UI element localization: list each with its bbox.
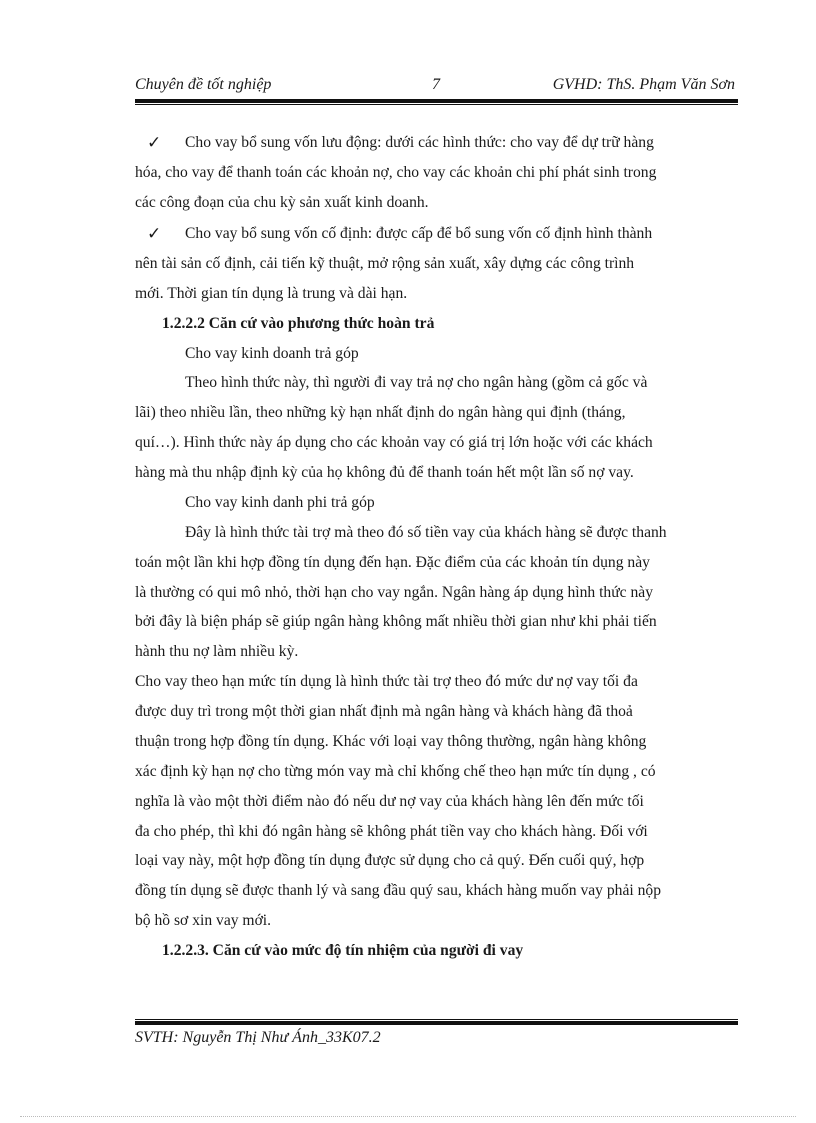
section-heading-1222: 1.2.2.2 Căn cứ vào phương thức hoàn trả xyxy=(162,315,435,332)
para-3-line-9: bộ hồ sơ xin vay mới. xyxy=(135,912,272,929)
para-1-line-1: Theo hình thức này, thì người đi vay trả nợ cho ngân hàng (gồm cả gốc và xyxy=(185,374,648,391)
page-header xyxy=(135,76,735,96)
header-rule xyxy=(135,99,738,105)
para-2-line-5: hành thu nợ làm nhiều kỳ. xyxy=(135,643,299,660)
para-3-line-4: xác định kỳ hạn nợ cho từng món vay mà chỉ khống chế theo hạn mức tín dụng , có xyxy=(135,763,656,780)
para-2-line-3: là thường có qui mô nhỏ, thời hạn cho vay ngắn. Ngân hàng áp dụng hình thức này xyxy=(135,584,654,601)
bullet-1-line-1: Cho vay bổ sung vốn lưu động: dưới các hình thức: cho vay để dự trữ hàng xyxy=(185,134,654,151)
subheading-non-installment: Cho vay kinh danh phi trả góp xyxy=(185,494,375,511)
bullet-2-line-3: mới. Thời gian tín dụng là trung và dài hạn. xyxy=(135,285,408,302)
bullet-1-line-2: hóa, cho vay để thanh toán các khoản nợ, cho vay các khoản chi phí phát sinh trong xyxy=(135,164,657,181)
bullet-2-line-2: nên tài sản cố định, cải tiến kỹ thuật, mở rộng sản xuất, xây dựng các công trình xyxy=(135,255,635,272)
header-document-type: Chuyên đề tốt nghiệp xyxy=(135,76,272,93)
para-2-line-2: toán một lần khi hợp đồng tín dụng đến hạn. Đặc điểm của các khoản tín dụng này xyxy=(135,554,650,571)
section-heading-1223: 1.2.2.3. Căn cứ vào mức độ tín nhiệm của người đi vay xyxy=(162,942,524,959)
para-1-line-2: lãi) theo nhiều lần, theo những kỳ hạn nhất định do ngân hàng qui định (tháng, xyxy=(135,404,626,421)
checkmark-icon: ✓ xyxy=(147,133,162,152)
para-3-line-1: Cho vay theo hạn mức tín dụng là hình thức tài trợ theo đó mức dư nợ vay tối đa xyxy=(135,673,638,690)
checkmark-icon: ✓ xyxy=(147,224,162,243)
page-edge-divider xyxy=(20,1116,796,1117)
subheading-installment: Cho vay kinh doanh trả góp xyxy=(185,345,359,362)
bullet-2-line-1: Cho vay bổ sung vốn cố định: được cấp để bổ sung vốn cố định hình thành xyxy=(185,225,653,242)
para-1-line-4: hàng mà thu nhập định kỳ của họ không đủ để thanh toán hết một lần số nợ vay. xyxy=(135,464,634,481)
para-3-line-6: đa cho phép, thì khi đó ngân hàng sẽ không phát tiền vay cho khách hàng. Đối với xyxy=(135,823,648,840)
para-3-line-8: đồng tín dụng sẽ được thanh lý và sang đầu quý sau, khách hàng muốn vay phải nộp xyxy=(135,882,661,899)
para-2-line-1: Đây là hình thức tài trợ mà theo đó số tiền vay của khách hàng sẽ được thanh xyxy=(185,524,667,541)
para-2-line-4: bởi đây là biện pháp sẽ giúp ngân hàng không mất nhiều thời gian như khi phải tiến xyxy=(135,613,657,630)
para-3-line-3: thuận trong hợp đồng tín dụng. Khác với loại vay thông thường, ngân hàng không xyxy=(135,733,647,750)
para-3-line-2: được duy trì trong một thời gian nhất định mà ngân hàng và khách hàng đã thoả xyxy=(135,703,633,720)
para-3-line-5: nghĩa là vào một thời điểm nào đó nếu dư nợ vay của khách hàng lên đến mức tối xyxy=(135,793,644,810)
para-3-line-7: loại vay này, một hợp đồng tín dụng được sử dụng cho cả quý. Đến cuối quý, hợp xyxy=(135,852,645,869)
footer-rule xyxy=(135,1019,738,1025)
header-advisor: GVHD: ThS. Phạm Văn Sơn xyxy=(552,76,735,93)
bullet-1-line-3: các công đoạn của chu kỳ sản xuất kinh doanh. xyxy=(135,194,429,211)
para-1-line-3: quí…). Hình thức này áp dụng cho các khoản vay có giá trị lớn hoặc với các khách xyxy=(135,434,653,451)
page-footer: SVTH: Nguyễn Thị Như Ánh_33K07.2 xyxy=(135,1029,381,1046)
header-page-number: 7 xyxy=(432,76,440,93)
